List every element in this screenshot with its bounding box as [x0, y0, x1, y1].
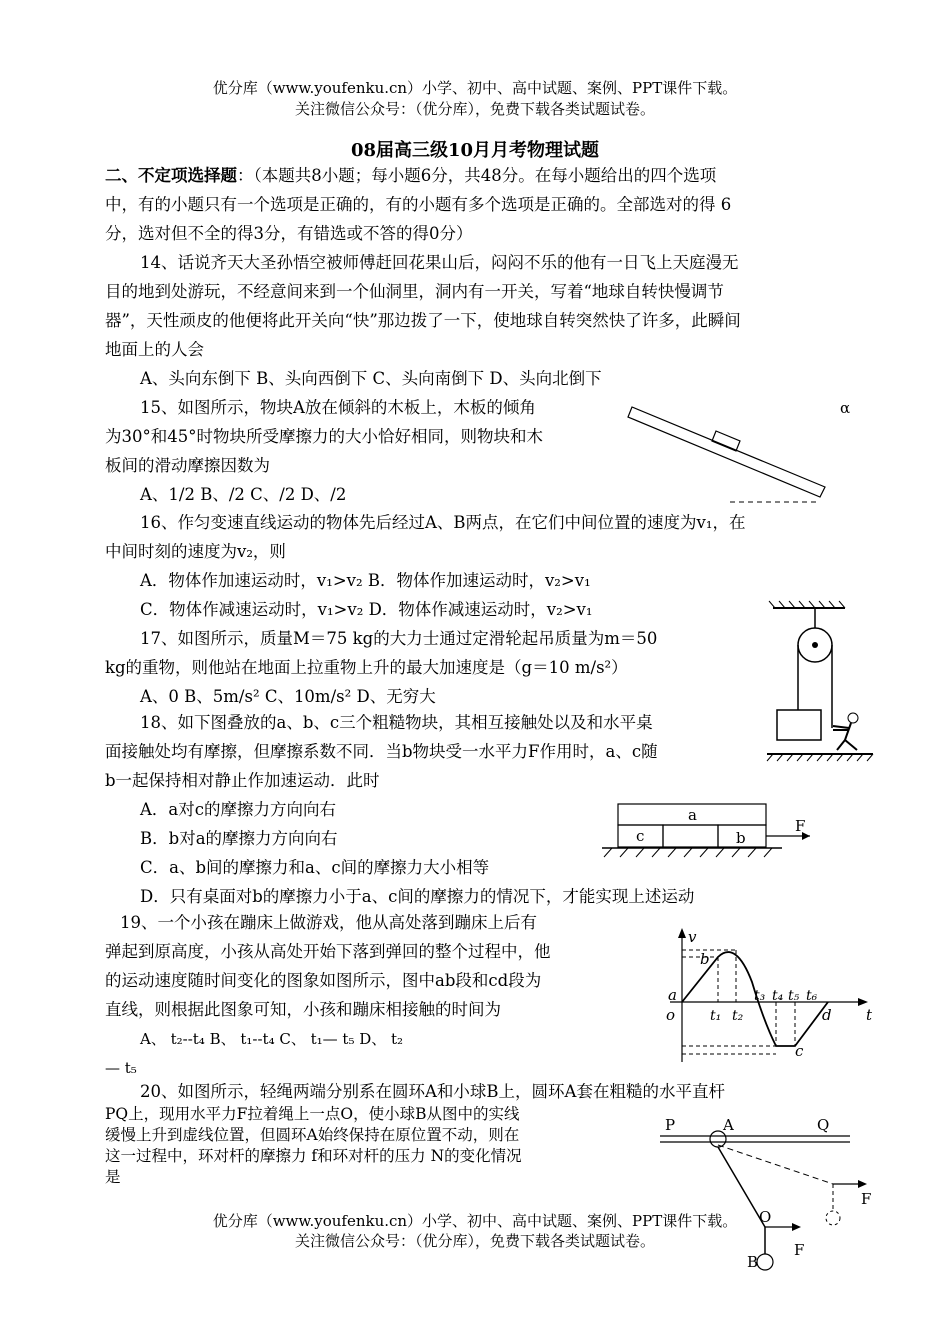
section-line-1: [105, 165, 716, 187]
floor-hatch: [767, 754, 873, 761]
q18-line-2: 面接触处均有摩擦，但摩擦系数不同．当b物块受一水平力F作用时，a、c随: [105, 742, 658, 761]
q19-vt-graph: [660, 922, 880, 1070]
label-a: a: [688, 806, 697, 824]
footer-line-1: 优分库（www.youfenku.cn）小学、初中、高中试题、案例、PPT课件下载。: [212, 1212, 738, 1230]
label-t2: t₂: [732, 1008, 744, 1024]
q14-line-1: 14、话说齐天大圣孙悟空被师傅赶回花果山后，闷闷不乐的他有一日飞上天庭漫无: [140, 253, 739, 272]
q15-incline-figure: [620, 395, 860, 510]
rope-dashed: [718, 1145, 833, 1184]
q19-options-tail: — t₅: [105, 1059, 137, 1077]
label-p: P: [665, 1116, 676, 1134]
q18-option-d: D．只有桌面对b的摩擦力小于a、c间的摩擦力的情况下，才能实现上述运动: [140, 887, 695, 906]
q14-options: A、头向东倒下 B、头向西倒下 C、头向南倒下 D、头向北倒下: [140, 369, 602, 388]
alpha-label: α: [840, 399, 851, 417]
section-heading: 二、不定项选择题: [105, 166, 237, 185]
q15-line-1: 15、如图所示，物块A放在倾斜的木板上，木板的倾角: [140, 398, 536, 417]
label-b: b: [736, 829, 746, 847]
label-t3: t₃: [754, 988, 766, 1004]
ceiling-hatch: [769, 601, 845, 608]
q19-options: A、 t₂--t₄ B、 t₁--t₄ C、 t₁— t₅ D、 t₂: [140, 1030, 404, 1048]
q19-line-4: 直线，则根据此图象可知，小孩和蹦床相接触的时间为: [105, 1000, 501, 1019]
strongman-head: [848, 713, 858, 723]
q15-line-3: 板间的滑动摩擦因数为: [105, 456, 270, 475]
q14-line-2: 目的地到处游玩，不经意间来到一个仙洞里，洞内有一开关，写着“地球自转快慢调节: [105, 282, 724, 301]
pulley-axle: [812, 642, 818, 648]
footer-line-2: 关注微信公众号：（优分库），免费下载各类试题试卷。: [294, 1232, 655, 1250]
label-o: O: [759, 1208, 772, 1226]
label-b: b: [700, 950, 710, 968]
q19-line-1: 19、一个小孩在蹦床上做游戏，他从高处落到蹦床上后有: [120, 913, 537, 932]
label-a: a: [668, 986, 677, 1004]
q14-line-4: 地面上的人会: [105, 340, 204, 359]
q16-options-ab: A．物体作加速运动时，v₁>v₂ B．物体作加速运动时，v₂>v₁: [140, 571, 591, 590]
label-t: t: [866, 1006, 873, 1024]
t-axis-arrow: [858, 998, 868, 1006]
label-a: A: [723, 1116, 734, 1134]
page-title: 08届高三级10月月考物理试题: [350, 140, 600, 161]
q20-line-1: 20、如图所示，轻绳两端分别系在圆环A和小球B上，圆环A套在粗糙的水平直杆: [140, 1082, 725, 1101]
q19-line-3: 的运动速度随时间变化的图象如图所示，图中ab段和cd段为: [105, 971, 542, 990]
label-f-lower: F: [794, 1241, 805, 1259]
q17-line-2: kg的重物，则他站在地面上拉重物上升的最大加速度是（g＝10 m/s²）: [105, 658, 628, 677]
header-line-1: 优分库（www.youfenku.cn）小学、初中、高中试题、案例、PPT课件下载。: [212, 79, 738, 97]
label-b: B: [747, 1253, 759, 1271]
label-c: c: [636, 827, 645, 845]
label-q: Q: [817, 1116, 830, 1134]
q16-line-2: 中间时刻的速度为v₂，则: [105, 542, 286, 561]
q18-line-1: 18、如下图叠放的a、b、c三个粗糙物块，其相互接触处以及和水平桌: [140, 713, 653, 732]
q19-line-2: 弹起到原高度，小孩从高处开始下落到弹回的整个过程中，他: [105, 942, 551, 961]
ball-b: [757, 1254, 773, 1270]
strongman-body: [833, 723, 857, 750]
q20-line-4: 这一过程中，环对杆的摩擦力 f和环对杆的压力 N的变化情况: [105, 1147, 522, 1165]
block-middle: [663, 825, 718, 847]
q17-pulley-figure: [765, 598, 875, 768]
label-c: c: [795, 1042, 804, 1060]
label-o: o: [666, 1006, 676, 1024]
q18-option-c: C．a、b间的摩擦力和a、c间的摩擦力大小相等: [140, 858, 490, 877]
label-v: v: [688, 928, 697, 946]
q17-options: A、0 B、5m/s² C、10m/s² D、无穷大: [140, 687, 436, 706]
q14-line-3: 器”，天性顽皮的他便将此开关向“快”那边拨了一下，使地球自转突然快了许多，此瞬间: [105, 311, 741, 330]
block-a: [712, 431, 740, 451]
q20-line-5: 是: [105, 1168, 121, 1186]
label-f-upper: F: [861, 1190, 872, 1208]
v-axis-arrow: [678, 928, 686, 938]
q18-blocks-figure: [598, 798, 828, 868]
q20-rod-figure: [655, 1112, 895, 1282]
label-f: F: [795, 817, 806, 835]
q16-line-1: 16、作匀变速直线运动的物体先后经过A、B两点，在它们中间位置的速度为v₁，在: [140, 513, 746, 532]
q18-option-a: A．a对c的摩擦力方向向右: [140, 800, 336, 819]
q17-line-1: 17、如图所示，质量M＝75 kg的大力士通过定滑轮起吊质量为m＝50: [140, 629, 658, 648]
table-hatch: [604, 848, 772, 857]
label-t6: t₆: [806, 988, 818, 1004]
q20-line-3: 缓慢上升到虚线位置，但圆环A始终保持在原位置不动，则在: [105, 1126, 520, 1144]
heavy-weight: [777, 710, 821, 740]
q18-line-3: b一起保持相对静止作加速运动．此时: [105, 771, 380, 790]
header-line-2: 关注微信公众号：（优分库），免费下载各类试题试卷。: [294, 100, 655, 118]
section-line-3: 分，选对但不全的得3分，有错选或不答的得0分）: [105, 224, 473, 243]
label-d: d: [822, 1006, 832, 1024]
q18-option-b: B．b对a的摩擦力方向向右: [140, 829, 338, 848]
section-line-2: 中，有的小题只有一个选项是正确的，有的小题有多个选项是正确的。全部选对的得 6: [105, 195, 732, 214]
incline-board: [628, 407, 825, 497]
label-t1: t₁: [710, 1008, 722, 1024]
q15-options: A、1/2 B、/2 C、/2 D、/2: [140, 485, 347, 504]
q20-line-2: PQ上，现用水平力F拉着绳上一点O，使小球B从图中的实线: [105, 1105, 520, 1123]
label-t4: t₄: [772, 988, 784, 1004]
q16-options-cd: C．物体作减速运动时，v₁>v₂ D．物体作减速运动时，v₂>v₁: [140, 600, 593, 619]
label-t5: t₅: [788, 988, 800, 1004]
force-arrow-dashed-head: [858, 1180, 867, 1188]
section-line-1-rest: ：（本题共8小题；每小题6分，共48分。在每小题给出的四个选项: [237, 166, 717, 185]
q15-line-2: 为30°和45°时物块所受摩擦力的大小恰好相同，则物块和木: [105, 427, 543, 446]
